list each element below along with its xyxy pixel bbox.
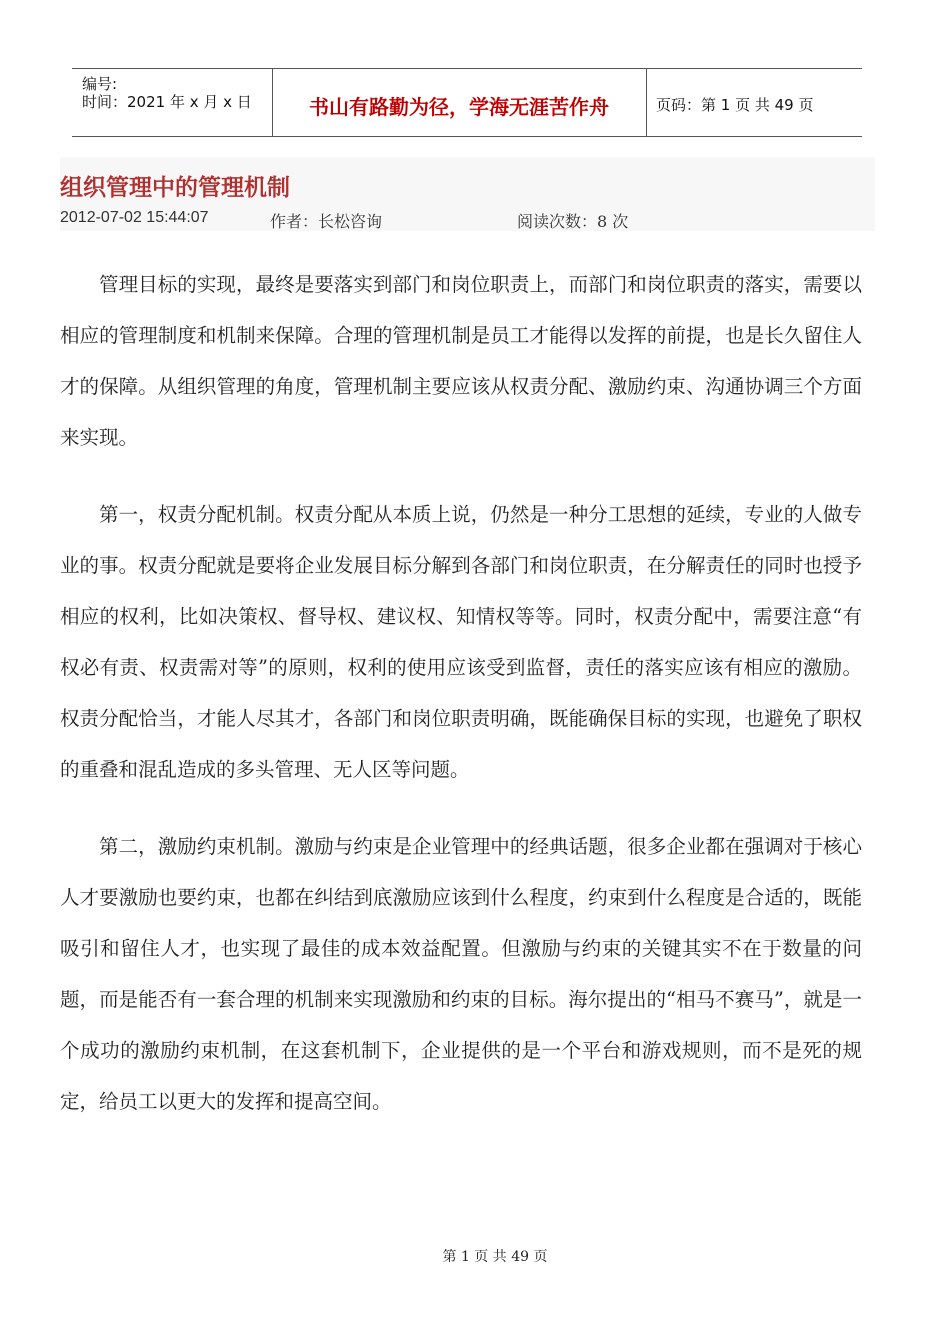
- paragraph: 第一，权责分配机制。权责分配从本质上说，仍然是一种分工思想的延续，专业的人做专业的事。权责分配就是要将企业发展目标分解到各部门和岗位职责，在分解责任的同时也授予相应的权利，比如决策权、督导权、建议权、知情权等等。同时，权责分配中，需要注意“有权必有责、权责需对等”的原则，权利的使用应该受到监督，责任的落实应该有相应的激励。权责分配恰当，才能人尽其才，各部门和岗位职责明确，既能确保目标的实现，也避免了职权的重叠和混乱造成的多头管理、无人区等问题。: [60, 503, 862, 781]
- article-title: 组织管理中的管理机制: [60, 175, 290, 201]
- article-datetime: 2012-07-02 15:44:07: [60, 209, 209, 226]
- time-label: 时间：2021 年 x 月 x 日: [82, 93, 252, 111]
- header-motto-cell: [272, 69, 647, 136]
- page-footer: 第 1 页 共 49 页: [442, 1249, 548, 1265]
- article-body: [60, 259, 862, 1127]
- code-label: 编号:: [82, 75, 118, 93]
- motto: 书山有路勤为径，学海无涯苦作舟: [309, 95, 609, 119]
- header-info-cell: [72, 69, 273, 136]
- article-header: [60, 157, 875, 231]
- paragraph: 第二，激励约束机制。激励与约束是企业管理中的经典话题，很多企业都在强调对于核心人才要激励也要约束，也都在纠结到底激励应该到什么程度，约束到什么程度是合适的，既能吸引和留住人才，也实现了最佳的成本效益配置。但激励与约束的关键其实不在于数量的问题，而是能否有一套合理的机制来实现激励和约束的目标。海尔提出的“相马不赛马”，就是一个成功的激励约束机制，在这套机制下，企业提供的是一个平台和游戏规则，而不是死的规定，给员工以更大的发挥和提高空间。: [60, 835, 862, 1113]
- header-page-cell: [646, 69, 862, 136]
- page-code: 页码：第 1 页 共 49 页: [656, 96, 814, 114]
- article-author: 作者：长松咨询: [270, 212, 383, 231]
- article-read-count: 阅读次数：8 次: [517, 212, 629, 231]
- paragraph: 管理目标的实现，最终是要落实到部门和岗位职责上，而部门和岗位职责的落实，需要以相应的管理制度和机制来保障。合理的管理机制是员工才能得以发挥的前提，也是长久留住人才的保障。从组织管理的角度，管理机制主要应该从权责分配、激励约束、沟通协调三个方面来实现。: [60, 273, 862, 449]
- header-table: [72, 68, 862, 137]
